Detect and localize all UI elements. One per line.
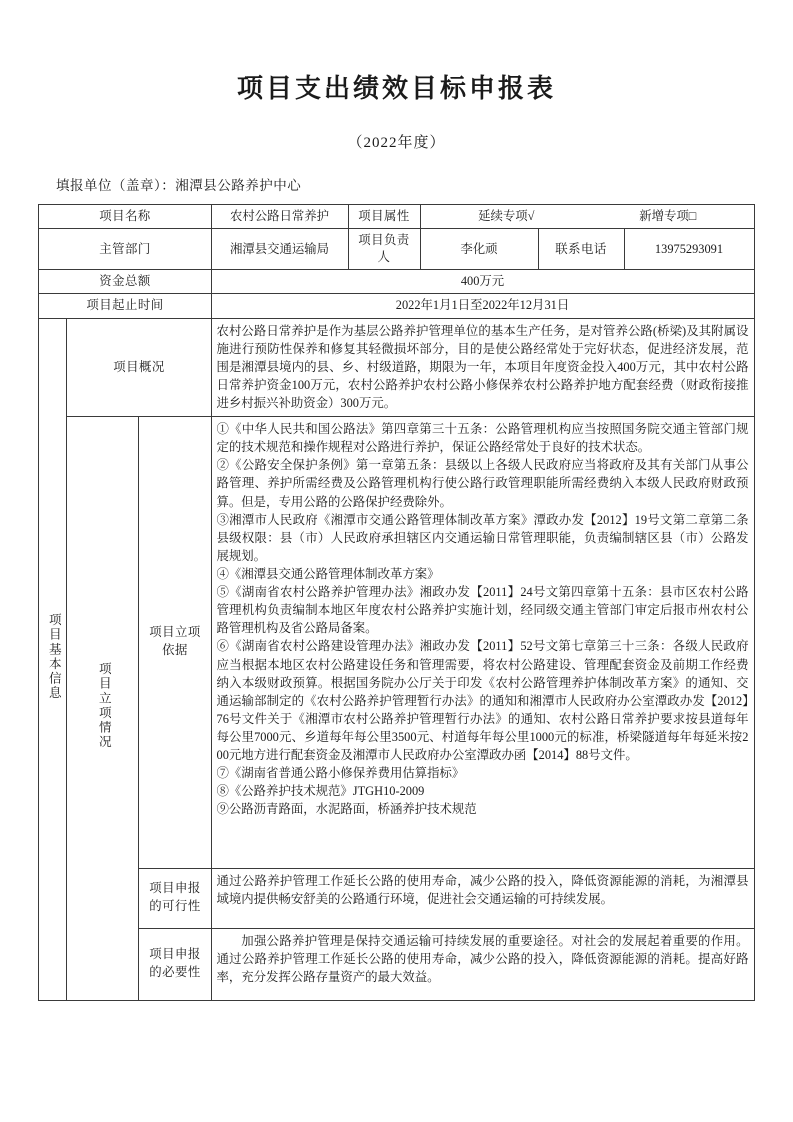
reporting-unit: 填报单位（盖章）：湘潭县公路养护中心 — [56, 178, 302, 193]
table-row — [39, 205, 754, 229]
project-name-value: 农村公路日常养护 — [211, 205, 348, 229]
table-row — [39, 928, 754, 1000]
total-funds-value: 400万元 — [211, 270, 754, 294]
project-approval-label — [67, 417, 139, 1001]
page-subtitle: （2022年度） — [347, 135, 446, 151]
table-row — [39, 270, 754, 294]
project-period-value: 2022年1月1日至2022年12月31日 — [211, 294, 754, 318]
project-attribute-value — [420, 205, 754, 229]
total-funds-label: 资金总额 — [39, 270, 211, 294]
attribute-option-new[interactable]: 新增专项□ — [639, 209, 697, 223]
table-row — [39, 229, 754, 270]
feasibility-value: 通过公路养护管理工作延长公路的使用寿命，减少公路的投入，降低资源能源的消耗，为湘潭县域境内提供畅安舒美的公路通行环境，促进社会交通运输的可持续发展。 — [211, 868, 754, 928]
contact-phone-value: 13975293091 — [624, 229, 754, 270]
project-leader-value: 李化顽 — [420, 229, 538, 270]
approval-basis-value: ①《中华人民共和国公路法》第四章第三十五条：公路管理机构应当按照国务院交通主管部门规定的技术规范和操作规程对公路进行养护，保证公路经常处于良好的技术状态。 ②《公路安全保护条例》第一章第五条：县级以上各级人民政府应当将政府及其有关部门从事公路管理、养护所需经费及公路管理机构行使公路行政管理职能所需经费纳入本级人民政府财政预算。但是，专用公路的公路保护经费除外。 ③湘潭市人民政府《湘潭市交通公路管理体制改革方案》潭政办发【2012】19号文第二章第二条县级权限：县（市）人民政府承担辖区内交通运输日常管理职能，负责编制辖区县（市）公路发展规划。 ④《湘潭县交通公路管理体制改革方案》 ⑤《湖南省农村公路养护管理办法》湘政办发【2011】24号文第四章第十五条：县市区农村公路管理机构负责编制本地区年度农村公路养护实施计划，经同级交通主管部门审定后报市州农村公路管理机构及省公路局备案。 ⑥《湖南省农村公路建设管理办法》湘政办发【2011】52号文第七章第三十三条：各级人民政府应当根据本地区农村公路建设任务和管理需要，将农村公路建设、管理配套资金及前期工作经费纳入本级财政预算。根据国务院办公厅关于印发《农村公路管理养护体制改革方案》的通知、交通运输部制定的《农村公路养护管理暂行办法》的通知和湘潭市人民政府办公室潭政办发【2012】76号文件关于《湘潭市农村公路养护管理暂行办法》的通知、农村公路日常养护要求按县道每年每公里7000元、乡道每年每公里3500元、村道每年每公里1000元的标准，桥梁隧道每年每延米按200元地方进行配套资金及湘潭市人民政府办公室潭政办函【2014】88号文件。 ⑦《湖南省普通公路小修保养费用估算指标》 ⑧《公路养护技术规范》JTGH10-2009 ⑨公路沥青路面，水泥路面，桥涵养护技术规范 — [211, 417, 754, 868]
department-value: 湘潭县交通运输局 — [211, 229, 348, 270]
necessity-label: 项目申报的必要性 — [139, 928, 211, 1000]
project-leader-label: 项目负责人 — [348, 229, 420, 270]
performance-target-table — [38, 204, 754, 1001]
necessity-value: 加强公路养护管理是保持交通运输可持续发展的重要途径。对社会的发展起着重要的作用。通过公路养护管理工作延长公路的使用寿命，减少公路的投入，降低资源能源的消耗。提高好路率，充分发挥公路存量资产的最大效益。 — [211, 928, 754, 1000]
project-overview-value: 农村公路日常养护是作为基层公路养护管理单位的基本生产任务，是对管养公路(桥梁)及其附属设施进行预防性保养和修复其轻微损坏部分，目的是使公路经常处于完好状态，促进经济发展，范围是湘潭县境内的县、乡、村级道路，期限为一年，本项目年度资金投入400万元，其中农村公路日常养护资金100万元，农村公路养护农村公路小修保养农村公路养护地方配套经费（财政衔接推进乡村振兴补助资金）300万元。 — [211, 318, 754, 417]
page-title: 项目支出绩效目标申报表 — [236, 74, 556, 103]
project-approval-label-text: 项目立项情况 — [96, 662, 111, 750]
project-attribute-label: 项目属性 — [348, 205, 420, 229]
contact-phone-label: 联系电话 — [538, 229, 624, 270]
basic-info-label — [39, 318, 67, 1001]
department-label: 主管部门 — [39, 229, 211, 270]
attribute-option-continued[interactable]: 延续专项√ — [478, 209, 535, 223]
basic-info-label-text: 项目基本信息 — [46, 612, 61, 701]
project-period-label: 项目起止时间 — [39, 294, 211, 318]
table-row — [39, 294, 754, 318]
table-row — [39, 868, 754, 928]
table-row — [39, 318, 754, 417]
project-name-label: 项目名称 — [39, 205, 211, 229]
feasibility-label: 项目申报的可行性 — [139, 868, 211, 928]
approval-basis-label: 项目立项依据 — [139, 417, 211, 868]
table-row — [39, 417, 754, 868]
project-overview-label: 项目概况 — [67, 318, 211, 417]
